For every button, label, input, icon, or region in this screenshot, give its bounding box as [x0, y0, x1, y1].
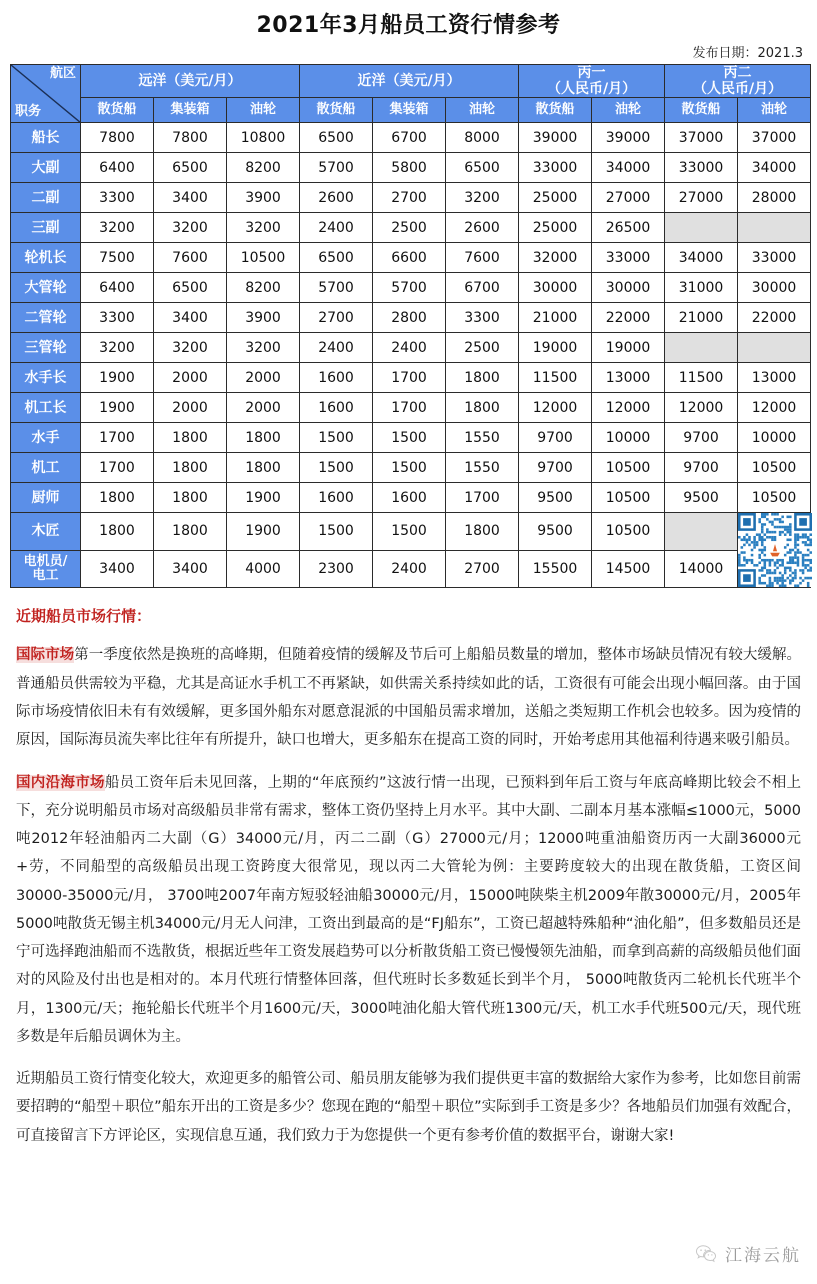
corner-label-bottom: 职务 [15, 104, 42, 120]
cell-value: 26500 [592, 213, 665, 243]
cell-value: 8200 [227, 153, 300, 183]
cell-value: 1800 [81, 483, 154, 513]
cell-value: 2500 [446, 333, 519, 363]
cell-value: 6500 [300, 123, 373, 153]
cell-value: 2700 [446, 550, 519, 588]
cell-value: 3200 [81, 333, 154, 363]
cell-value: 5700 [373, 273, 446, 303]
cell-value: 1800 [446, 513, 519, 551]
cell-value: 9500 [665, 483, 738, 513]
cell-value: 5800 [373, 153, 446, 183]
sub-header-5: 油轮 [446, 98, 519, 123]
sub-header-1: 集装箱 [154, 98, 227, 123]
qr-code-cell[interactable] [738, 513, 811, 588]
row-header-11: 机工 [11, 453, 81, 483]
cell-value: 1500 [300, 513, 373, 551]
cell-value: 12000 [738, 393, 811, 423]
table-row [11, 243, 811, 273]
cell-value: 13000 [738, 363, 811, 393]
cell-empty [738, 213, 811, 243]
publish-date: 发布日期：2021.3 [692, 46, 803, 61]
cell-value: 1800 [81, 513, 154, 551]
cell-value: 2400 [300, 213, 373, 243]
cell-empty [738, 333, 811, 363]
cell-empty [665, 513, 738, 551]
row-header-8: 水手长 [11, 363, 81, 393]
cell-value: 1500 [300, 453, 373, 483]
cell-value: 10800 [227, 123, 300, 153]
cell-value: 8200 [227, 273, 300, 303]
cell-value: 3400 [81, 550, 154, 588]
row-header-13: 木匠 [11, 513, 81, 551]
cell-value: 2700 [373, 183, 446, 213]
cell-value: 1600 [300, 363, 373, 393]
cell-value: 1500 [373, 423, 446, 453]
qr-code-icon [738, 513, 812, 587]
cell-value: 7600 [154, 243, 227, 273]
cell-value: 1800 [154, 423, 227, 453]
row-header-5: 大管轮 [11, 273, 81, 303]
cell-value: 21000 [665, 303, 738, 333]
cell-value: 10500 [592, 513, 665, 551]
cell-value: 1900 [81, 393, 154, 423]
cell-value: 25000 [519, 213, 592, 243]
article-paragraph-closing: 近期船员工资行情变化较大，欢迎更多的船管公司、船员朋友能够为我们提供更丰富的数据给大家作为参考，比如您目前需要招聘的“船型＋职位”船东开出的工资是多少？您现在跑的“船型＋职位”实际到手工资是多少？各地船员们加强有效配合，可直接留言下方评论区，实现信息互通，我们致力于为您提供一个更有参考价值的数据平台，谢谢大家! [16, 1071, 801, 1144]
table-body [11, 123, 811, 588]
row-header-10: 水手 [11, 423, 81, 453]
cell-value: 19000 [519, 333, 592, 363]
row-header-12: 厨师 [11, 483, 81, 513]
sub-header-4: 集装箱 [373, 98, 446, 123]
cell-value: 10500 [592, 453, 665, 483]
cell-value: 21000 [519, 303, 592, 333]
cell-value: 3300 [446, 303, 519, 333]
cell-value: 10500 [738, 453, 811, 483]
cell-empty [665, 213, 738, 243]
cell-value: 2700 [300, 303, 373, 333]
row-header-14: 电机员/ 电工 [11, 550, 81, 588]
table-head-row-subs [11, 98, 811, 123]
cell-value: 15500 [519, 550, 592, 588]
row-header-1: 大副 [11, 153, 81, 183]
table-row [11, 273, 811, 303]
cell-value: 1900 [227, 513, 300, 551]
cell-value: 1800 [154, 483, 227, 513]
cell-value: 6700 [373, 123, 446, 153]
cell-value: 2300 [300, 550, 373, 588]
cell-value: 1900 [227, 483, 300, 513]
cell-value: 6700 [446, 273, 519, 303]
cell-value: 33000 [592, 243, 665, 273]
cell-value: 1500 [373, 453, 446, 483]
cell-value: 1900 [81, 363, 154, 393]
highlight-international-market: 国际市场 [16, 647, 75, 664]
cell-value: 3200 [154, 213, 227, 243]
cell-value: 1700 [373, 363, 446, 393]
sub-header-3: 散货船 [300, 98, 373, 123]
cell-value: 3900 [227, 303, 300, 333]
article-section-title: 近期船员市场行情： [16, 607, 152, 626]
cell-value: 1700 [373, 393, 446, 423]
cell-value: 6400 [81, 153, 154, 183]
cell-value: 1500 [373, 513, 446, 551]
table-row [11, 423, 811, 453]
cell-value: 8000 [446, 123, 519, 153]
cell-value: 22000 [738, 303, 811, 333]
cell-value: 7800 [154, 123, 227, 153]
cell-value: 1700 [81, 423, 154, 453]
sub-header-6: 散货船 [519, 98, 592, 123]
cell-value: 11500 [519, 363, 592, 393]
cell-value: 2400 [373, 333, 446, 363]
cell-value: 39000 [592, 123, 665, 153]
row-header-7: 三管轮 [11, 333, 81, 363]
cell-value: 10500 [592, 483, 665, 513]
cell-value: 9700 [519, 423, 592, 453]
cell-value: 5700 [300, 153, 373, 183]
cell-value: 1800 [154, 453, 227, 483]
cell-value: 4000 [227, 550, 300, 588]
cell-value: 10500 [227, 243, 300, 273]
cell-value: 7600 [446, 243, 519, 273]
cell-value: 3200 [227, 333, 300, 363]
cell-value: 1800 [154, 513, 227, 551]
sub-header-0: 散货船 [81, 98, 154, 123]
cell-value: 1800 [446, 393, 519, 423]
cell-value: 6500 [154, 153, 227, 183]
table-row [11, 333, 811, 363]
article-body [0, 588, 817, 1150]
cell-value: 1800 [227, 423, 300, 453]
cell-value: 1600 [300, 393, 373, 423]
cell-value: 27000 [592, 183, 665, 213]
cell-value: 31000 [665, 273, 738, 303]
cell-value: 12000 [519, 393, 592, 423]
cell-value: 22000 [592, 303, 665, 333]
cell-value: 9500 [519, 483, 592, 513]
cell-value: 2000 [154, 363, 227, 393]
row-header-9: 机工长 [11, 393, 81, 423]
row-header-3: 三副 [11, 213, 81, 243]
row-header-2: 二副 [11, 183, 81, 213]
corner-label-top: 航区 [49, 66, 76, 81]
cell-value: 12000 [592, 393, 665, 423]
footer-brand [695, 1241, 801, 1266]
cell-empty [665, 333, 738, 363]
cell-value: 2800 [373, 303, 446, 333]
table-row [11, 483, 811, 513]
cell-value: 6400 [81, 273, 154, 303]
cell-value: 6500 [300, 243, 373, 273]
cell-value: 2600 [446, 213, 519, 243]
cell-value: 1600 [300, 483, 373, 513]
page-title: 2021年3月船员工资行情参考 [256, 13, 561, 38]
cell-value: 3200 [446, 183, 519, 213]
cell-value: 9700 [665, 453, 738, 483]
page-header [0, 0, 817, 64]
cell-value: 1700 [446, 483, 519, 513]
cell-value: 27000 [665, 183, 738, 213]
table-corner-cell [11, 65, 81, 123]
cell-value: 6500 [154, 273, 227, 303]
cell-value: 33000 [519, 153, 592, 183]
table-row [11, 123, 811, 153]
cell-value: 7500 [81, 243, 154, 273]
cell-value: 25000 [519, 183, 592, 213]
article-p1-text: 第一季度依然是换班的高峰期，但随着疫情的缓解及节后可上船船员数量的增加，整体市场缺员情况有较大缓解。普通船员供需较为平稳，尤其是高证水手机工不再紧缺，如供需关系持续如此的话，工资很有可能会出现小幅回落。由于国际市场疫情依旧未有有效缓解，更多国外船东对愿意混派的中国船员需求增加，送船之类短期工作机会也较多。因为疫情的原因，国际海员流失率比往年有所提升，缺口也增大，更多船东在提高工资的同时，开始考虑用其他福利待遇来吸引船员。 [16, 647, 802, 749]
article-paragraph-international [16, 641, 801, 754]
cell-value: 10000 [592, 423, 665, 453]
cell-value: 2400 [373, 550, 446, 588]
table-head-row-groups [11, 65, 811, 98]
table-head [11, 65, 811, 123]
cell-value: 6600 [373, 243, 446, 273]
cell-value: 3900 [227, 183, 300, 213]
table-row [11, 213, 811, 243]
group-header-yuanyang: 远洋（美元/月） [81, 65, 300, 98]
cell-value: 28000 [738, 183, 811, 213]
cell-value: 3400 [154, 183, 227, 213]
article-p2-text: 船员工资年后未见回落，上期的“年底预约”这波行情一出现，已预料到年后工资与年底高峰期比较会不相上下，充分说明船员市场对高级船员非常有需求，整体工资仍坚持上月水平。其中大副、二副本月基本涨幅≤1000元，5000吨2012年轻油船丙二大副（G）34000元/月，丙二二副（G）27000元/月；12000吨重油船资历丙一大副36000元+劳，不同船型的高级船员出现工资跨度大很常见，现以丙二大管轮为例：主要跨度较大的出现在散货船，工资区间30000-35000元/月， 3700吨2007年南方短驳轻油船30000元/月，15000吨陕柴主机2009年散30000元/月，2005年5000吨散货无锡主机34000元/月无人问津，工资出到最高的是“FJ船东”，工资已超越特殊船种“油化船”，但多数船员还是宁可选择跑油船而不选散货，根据近些年工资发展趋势可以分析散货船工资已慢慢领先油船，而拿到高薪的高级船员他们面对的风险及付出也是相对的。本月代班行情整体回落，但代班时长多数延长到半个月， 5000吨散货丙二轮机长代班半个月，1300元/天；拖轮船长代班半个月1600元/天，3000吨油化船大管代班1300元/天，机工水手代班500元/天，现代班多数是年后船员调休为主。 [16, 774, 801, 1045]
table-row [11, 453, 811, 483]
cell-value: 3200 [154, 333, 227, 363]
cell-value: 34000 [592, 153, 665, 183]
cell-value: 14000 [665, 550, 738, 588]
cell-value: 6500 [446, 153, 519, 183]
cell-value: 34000 [665, 243, 738, 273]
cell-value: 10500 [738, 483, 811, 513]
wechat-icon [695, 1243, 717, 1265]
table-row [11, 363, 811, 393]
cell-value: 1800 [227, 453, 300, 483]
cell-value: 2000 [154, 393, 227, 423]
table-row [11, 550, 811, 588]
cell-value: 39000 [519, 123, 592, 153]
salary-table-container [0, 64, 817, 588]
cell-value: 33000 [665, 153, 738, 183]
cell-value: 1550 [446, 423, 519, 453]
cell-value: 5700 [300, 273, 373, 303]
cell-value: 2000 [227, 363, 300, 393]
cell-value: 30000 [519, 273, 592, 303]
table-row [11, 183, 811, 213]
footer-brand-label: 江海云航 [725, 1246, 801, 1266]
cell-value: 13000 [592, 363, 665, 393]
cell-value: 37000 [665, 123, 738, 153]
sub-header-9: 油轮 [738, 98, 811, 123]
sub-header-7: 油轮 [592, 98, 665, 123]
cell-value: 2500 [373, 213, 446, 243]
cell-value: 14500 [592, 550, 665, 588]
article-paragraph-domestic [16, 769, 801, 1052]
group-header-bingyi: 丙一 （人民币/月） [519, 65, 665, 98]
cell-value: 11500 [665, 363, 738, 393]
cell-value: 1600 [373, 483, 446, 513]
table-row [11, 303, 811, 333]
cell-value: 30000 [592, 273, 665, 303]
group-header-binger: 丙二 （人民币/月） [665, 65, 811, 98]
cell-value: 32000 [519, 243, 592, 273]
salary-table [10, 64, 811, 588]
cell-value: 30000 [738, 273, 811, 303]
cell-value: 2600 [300, 183, 373, 213]
table-row [11, 393, 811, 423]
table-row [11, 513, 811, 551]
cell-value: 3300 [81, 183, 154, 213]
cell-value: 9500 [519, 513, 592, 551]
cell-value: 34000 [738, 153, 811, 183]
cell-value: 19000 [592, 333, 665, 363]
cell-value: 1500 [300, 423, 373, 453]
cell-value: 3200 [227, 213, 300, 243]
row-header-4: 轮机长 [11, 243, 81, 273]
cell-value: 10000 [738, 423, 811, 453]
row-header-0: 船长 [11, 123, 81, 153]
cell-value: 3300 [81, 303, 154, 333]
cell-value: 9700 [665, 423, 738, 453]
cell-value: 37000 [738, 123, 811, 153]
row-header-6: 二管轮 [11, 303, 81, 333]
sub-header-2: 油轮 [227, 98, 300, 123]
table-row [11, 153, 811, 183]
cell-value: 7800 [81, 123, 154, 153]
cell-value: 2000 [227, 393, 300, 423]
cell-value: 9700 [519, 453, 592, 483]
cell-value: 1700 [81, 453, 154, 483]
sub-header-8: 散货船 [665, 98, 738, 123]
cell-value: 2400 [300, 333, 373, 363]
cell-value: 3400 [154, 303, 227, 333]
group-header-jinyang: 近洋（美元/月） [300, 65, 519, 98]
cell-value: 3200 [81, 213, 154, 243]
cell-value: 1800 [446, 363, 519, 393]
cell-value: 12000 [665, 393, 738, 423]
cell-value: 3400 [154, 550, 227, 588]
cell-value: 1550 [446, 453, 519, 483]
highlight-domestic-market: 国内沿海市场 [16, 774, 105, 791]
cell-value: 33000 [738, 243, 811, 273]
